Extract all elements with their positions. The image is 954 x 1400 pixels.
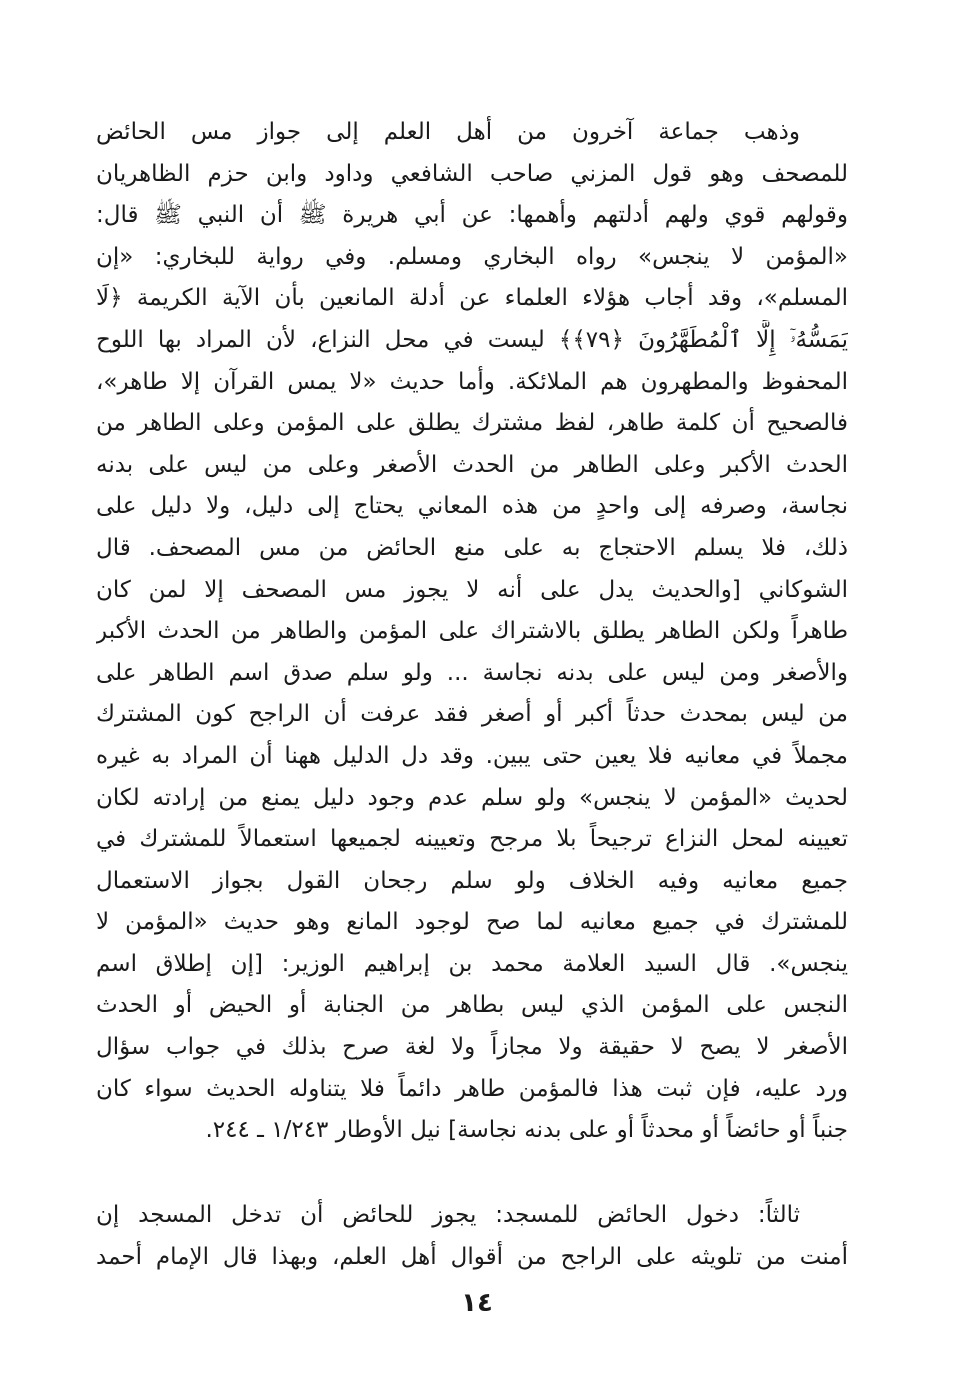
text-line: جميع معانيه وفيه الخلاف ولو سلم رجحان القول بجواز الاستعمال <box>96 867 848 894</box>
text-line: مجملاً في معانيه فلا يعين حتى يبين. وقد دل الدليل ههنا أن المراد به غيره <box>96 742 848 769</box>
text-line: يَمَسُّهُۥٓ إِلَّا ٱلْمُطَهَّرُونَ ﴿٧٩﴾﴾ ليست في محل النزاع، لأن المراد بها اللوح <box>96 326 848 353</box>
text-line: الأصغر لا يصح لا حقيقة ولا مجازاً ولا لغة صرح بذلك في جواب سؤال <box>96 1034 848 1061</box>
text-line: المحفوظ والمطهرون هم الملائكة. وأما حديث «لا يمس القرآن إلا طاهر»، <box>96 368 848 395</box>
text-line: النجس على المؤمن الذي ليس بطاهر من الجنابة أو الحيض أو الحدث <box>96 992 848 1019</box>
page-number: ١٤ <box>461 1288 493 1318</box>
text-line: ينجس». قال السيد العلامة محمد بن إبراهيم الوزير: [إن إطلاق اسم <box>96 950 848 977</box>
text-line: لحديث «المؤمن لا ينجس» ولو سلم عدم وجود دليل يمنع من إرادته لكان <box>96 784 848 811</box>
text-line: «المؤمن لا ينجس» رواه البخاري ومسلم. وفي رواية للبخاري: «إن <box>96 243 848 270</box>
text-line: تعيينه لمحل النزاع ترجيحاً بلا مرجح وتعيينه لجميعها استعمالاً للمشترك في <box>96 826 848 853</box>
body-text <box>96 112 848 1152</box>
text-line: للمصحف وهو قول المزني صاحب الشافعي وداود وابن حزم الظاهريان <box>96 160 848 187</box>
text-line: فالصحيح أن كلمة طاهر، لفظ مشترك يطلق على المؤمن وعلى الطاهر من <box>96 410 848 437</box>
text-line: ثالثاً: دخول الحائض للمسجد: يجوز للحائض أن تدخل المسجد إن <box>96 1202 800 1228</box>
text-line: للمشترك في جميع معانيه لما صح لوجود المانع وهو حديث «المؤمن لا <box>96 909 848 936</box>
text-line: جنباً أو حائضاً أو محدثاً أو على بدنه نجاسة] نيل الأوطار ١/٢٤٣ ـ ٢٤٤. <box>205 1117 848 1144</box>
text-line: وذهب جماعة آخرون من أهل العلم إلى جواز مس الحائض <box>96 119 800 145</box>
text-line: المسلم»، وقد أجاب هؤلاء العلماء عن أدلة المانعين بأن الآية الكريمة ﴿لَا <box>96 285 848 312</box>
text-line: من ليس بمحدث حدثاً أكبر أو أصغر فقد عرفت أن الراجح كون المشترك <box>96 701 848 728</box>
text-line: ذلك، فلا يسلم الاحتجاج به على منع الحائض من مس المصحف. قال <box>96 534 848 561</box>
text-line: ورد عليه، فإن ثبت هذا فالمؤمن طاهر دائماً فلا يتناوله الحديث سواء كان <box>96 1075 848 1102</box>
section-third <box>96 1195 848 1278</box>
text-line: نجاسة، وصرفه إلى واحدٍ من هذه المعاني يحتاج إلى دليل، ولا دليل على <box>96 493 848 520</box>
text-line: الشوكاني [والحديث يدل على أنه لا يجوز مس المصحف إلا لمن كان <box>96 576 848 603</box>
text-line: الحدث الأكبر وعلى الطاهر من الحدث الأصغر وعلى من ليس على بدنه <box>96 451 848 478</box>
page-content <box>96 112 848 1292</box>
text-line: أمنت من تلويثه على الراجح من أقوال أهل العلم، وبهذا قال الإمام أحمد <box>96 1243 848 1270</box>
text-line: وقولهم قوي ولهم أدلتهم وأهمها: عن أبي هريرة ﷺ أن النبي ﷺ قال: <box>96 202 848 229</box>
text-line: طاهراً ولكن الطاهر يطلق بالاشتراك على المؤمن والطاهر من الحدث الأكبر <box>96 618 848 645</box>
text-line: والأصغر ومن ليس على بدنه نجاسة ... ولو سلم صدق اسم الطاهر على <box>96 659 848 686</box>
